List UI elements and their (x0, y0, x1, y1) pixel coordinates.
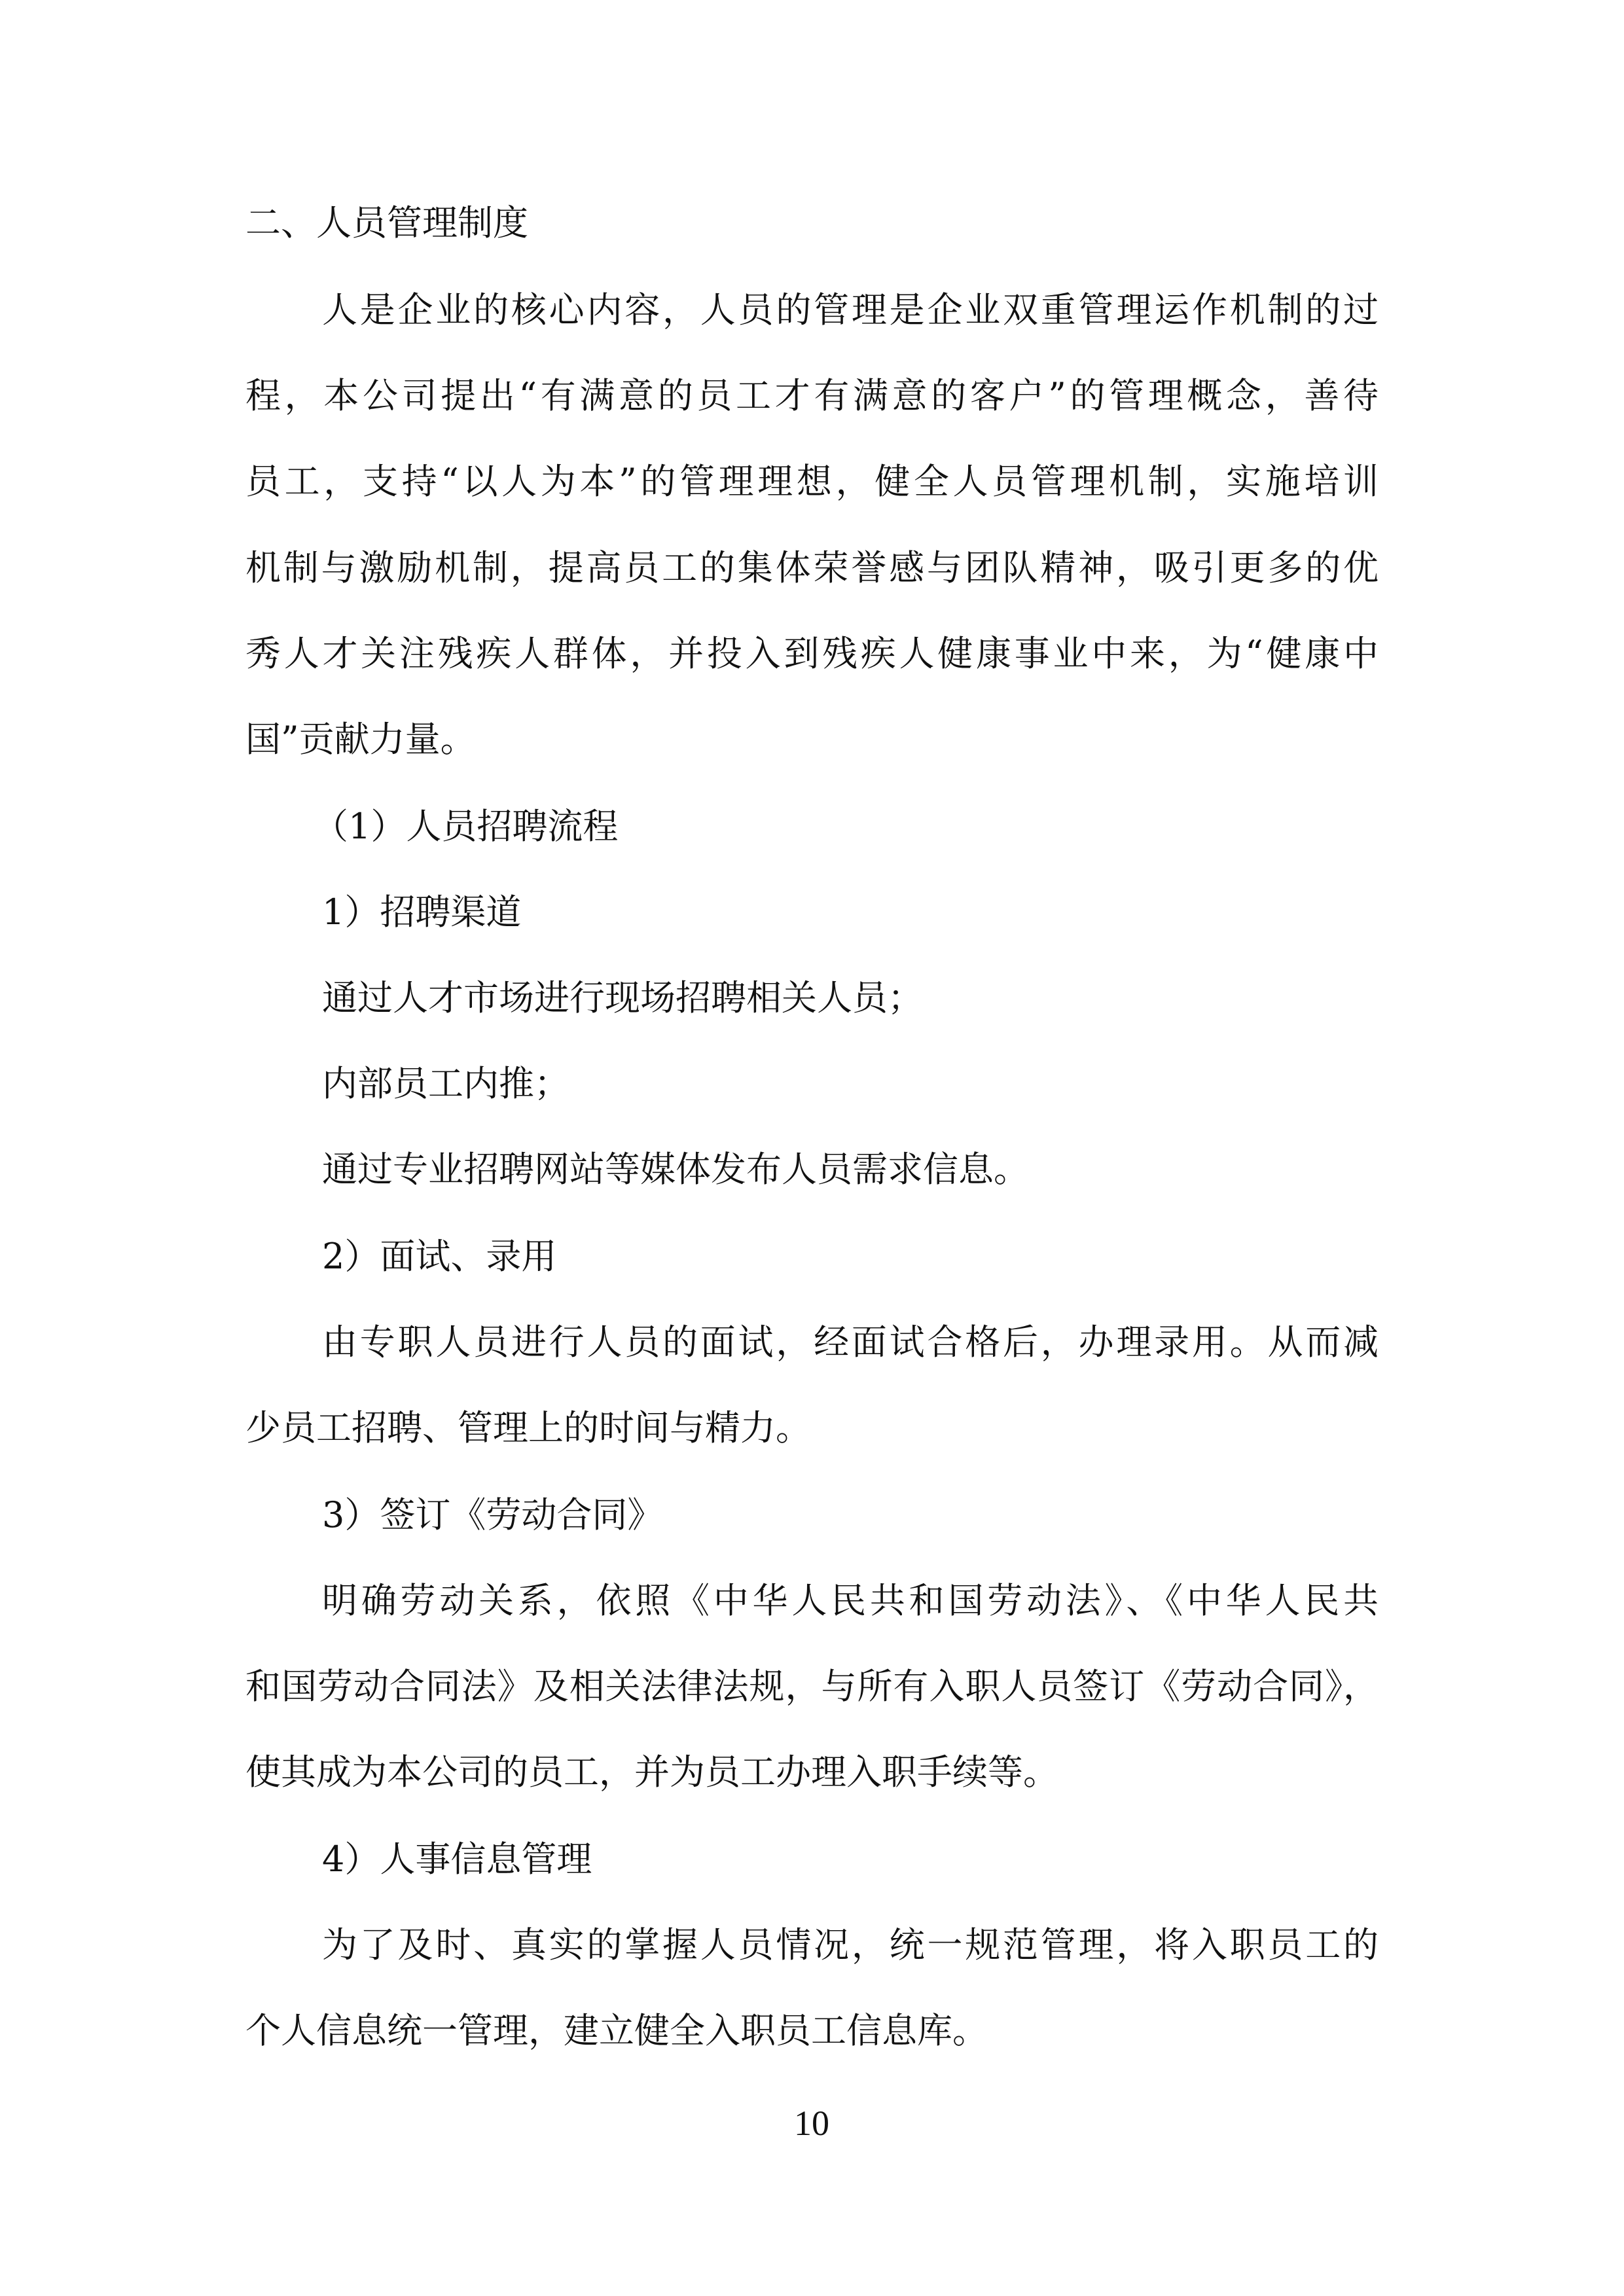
item-2-heading: 2）面试、录用 (322, 1236, 557, 1277)
item-3-line-1: 明确劳动关系，依照《中华人民共和国劳动法》、《中华人民共 (322, 1580, 1379, 1621)
intro-line-1: 人是企业的核心内容，人员的管理是企业双重管理运作机制的过 (322, 289, 1379, 331)
item-3-line-3: 使其成为本公司的员工，并为员工办理入职手续等。 (245, 1751, 1058, 1793)
item-4-line-2: 个人信息统一管理，建立健全入职员工信息库。 (245, 2010, 988, 2051)
item-2-line-1: 由专职人员进行人员的面试，经面试合格后，办理录用。从而减 (322, 1321, 1379, 1363)
item-1-line-1: 通过人才市场进行现场招聘相关人员； (322, 977, 923, 1018)
intro-line-5: 秀人才关注残疾人群体，并投入到残疾人健康事业中来，为“健康中 (245, 633, 1379, 674)
subsection-heading: （1）人员招聘流程 (313, 806, 619, 847)
item-4-heading: 4）人事信息管理 (322, 1839, 592, 1880)
item-4-line-1: 为了及时、真实的掌握人员情况，统一规范管理，将入职员工的 (322, 1924, 1379, 1965)
item-1-heading: 1）招聘渠道 (322, 891, 522, 933)
intro-line-6: 国”贡献力量。 (245, 719, 476, 760)
item-3-line-2: 和国劳动合同法》及相关法律法规，与所有入职人员签订《劳动合同》， (245, 1666, 1379, 1707)
intro-line-3: 员工，支持“以人为本”的管理理想，健全人员管理机制，实施培训 (245, 461, 1379, 502)
page-number: 10 (794, 2104, 829, 2143)
section-heading: 二、人员管理制度 (245, 202, 528, 243)
item-2-line-2: 少员工招聘、管理上的时间与精力。 (245, 1407, 811, 1448)
item-1-line-3: 通过专业招聘网站等媒体发布人员需求信息。 (322, 1149, 1029, 1190)
intro-line-4: 机制与激励机制，提高员工的集体荣誉感与团队精神，吸引更多的优 (245, 547, 1379, 588)
item-3-heading: 3）签订《劳动合同》 (322, 1494, 663, 1535)
item-1-line-2: 内部员工内推； (322, 1063, 569, 1104)
intro-line-2: 程，本公司提出“有满意的员工才有满意的客户”的管理概念，善待 (245, 375, 1379, 416)
